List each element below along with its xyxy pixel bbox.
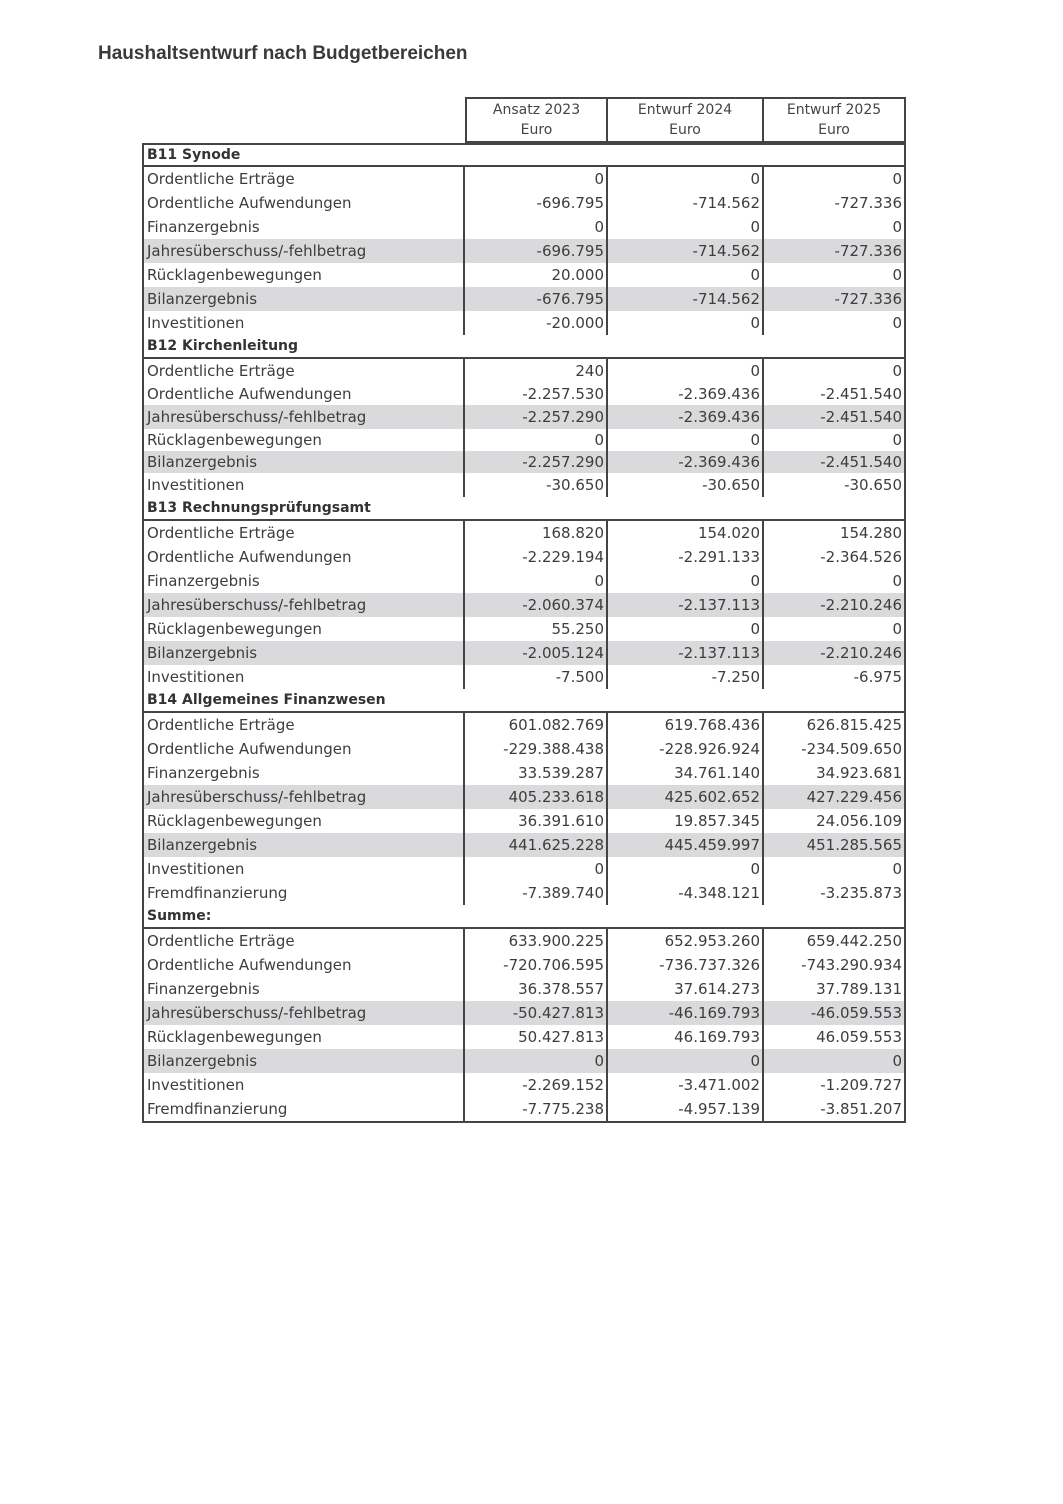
row-label: Bilanzergebnis [144, 287, 465, 311]
section-header: B11 Synode [142, 143, 906, 167]
value-cell: -2.257.290 [465, 451, 608, 473]
row-label: Rücklagenbewegungen [144, 429, 465, 451]
value-cell: -2.451.540 [820, 385, 902, 403]
section-header: B12 Kirchenleitung [142, 335, 906, 359]
value-cell: -50.427.813 [465, 1001, 608, 1025]
value-cell: 0 [892, 620, 902, 638]
table-row [144, 761, 904, 785]
table-row [144, 977, 904, 1001]
value-cell: 0 [892, 431, 902, 449]
row-label: Finanzergebnis [144, 761, 465, 785]
value-cell: -2.369.436 [608, 405, 764, 429]
value-cell: -30.650 [465, 473, 608, 497]
value-cell: 0 [892, 266, 902, 284]
value-cell: -2.210.246 [820, 596, 902, 614]
row-label: Rücklagenbewegungen [144, 809, 465, 833]
value-cell: 168.820 [465, 521, 608, 545]
table-row [144, 737, 904, 761]
value-cell: -2.005.124 [465, 641, 608, 665]
value-cell: -46.059.553 [810, 1004, 902, 1022]
value-cell: 0 [892, 860, 902, 878]
table-row [144, 953, 904, 977]
table-row [144, 929, 904, 953]
value-cell: 154.020 [608, 521, 764, 545]
table-row [144, 713, 904, 737]
header-spacer [142, 97, 465, 143]
value-cell: 50.427.813 [465, 1025, 608, 1049]
value-cell: 441.625.228 [465, 833, 608, 857]
row-label: Jahresüberschuss/-fehlbetrag [144, 593, 465, 617]
table-row [144, 287, 904, 311]
value-cell: 445.459.997 [608, 833, 764, 857]
value-cell: -2.137.113 [608, 593, 764, 617]
table-row [144, 473, 904, 497]
table-row [144, 429, 904, 451]
table-row [144, 359, 904, 383]
value-cell: -234.509.650 [801, 740, 902, 758]
value-cell: 36.391.610 [465, 809, 608, 833]
value-cell: 0 [892, 170, 902, 188]
table-row [144, 405, 904, 429]
budget-table [142, 97, 906, 1123]
value-cell: 0 [892, 362, 902, 380]
value-cell: 34.761.140 [608, 761, 764, 785]
value-cell: 154.280 [839, 524, 902, 542]
value-cell: 55.250 [465, 617, 608, 641]
value-cell: -6.975 [853, 668, 902, 686]
value-cell: -46.169.793 [608, 1001, 764, 1025]
row-label: Jahresüberschuss/-fehlbetrag [144, 239, 465, 263]
row-label: Rücklagenbewegungen [144, 1025, 465, 1049]
value-cell: -3.235.873 [820, 884, 902, 902]
row-label: Ordentliche Erträge [144, 521, 465, 545]
value-cell: -743.290.934 [801, 956, 902, 974]
value-cell: 46.169.793 [608, 1025, 764, 1049]
value-cell: 0 [465, 569, 608, 593]
column-label: Entwurf 2024 [637, 102, 733, 119]
table-row [144, 545, 904, 569]
table-row [144, 833, 904, 857]
row-label: Finanzergebnis [144, 215, 465, 239]
value-cell: -736.737.326 [608, 953, 764, 977]
section-header: Summe: [142, 905, 906, 929]
value-cell: 0 [608, 215, 764, 239]
table-sections [142, 143, 906, 1123]
row-label: Fremdfinanzierung [144, 881, 465, 905]
table-row [144, 311, 904, 335]
value-cell: -20.000 [465, 311, 608, 335]
table-row [144, 167, 904, 191]
row-label: Rücklagenbewegungen [144, 263, 465, 287]
table-row [144, 569, 904, 593]
value-cell: -4.348.121 [608, 881, 764, 905]
value-cell: -7.500 [465, 665, 608, 689]
table-row [144, 857, 904, 881]
value-cell: -7.389.740 [465, 881, 608, 905]
value-cell: 240 [465, 359, 608, 383]
value-cell: -714.562 [608, 287, 764, 311]
value-cell: 0 [608, 1049, 764, 1073]
value-cell: -228.926.924 [608, 737, 764, 761]
value-cell: -2.060.374 [465, 593, 608, 617]
table-row [144, 451, 904, 473]
section-header: B13 Rechnungsprüfungsamt [142, 497, 906, 521]
value-cell: 46.059.553 [816, 1028, 902, 1046]
row-label: Ordentliche Aufwendungen [144, 953, 465, 977]
value-cell: 0 [892, 1052, 902, 1070]
value-cell: 0 [608, 167, 764, 191]
table-row [144, 1049, 904, 1073]
value-cell: 652.953.260 [608, 929, 764, 953]
section-body [142, 713, 906, 905]
value-cell: -696.795 [465, 239, 608, 263]
value-cell: 19.857.345 [608, 809, 764, 833]
table-row [144, 521, 904, 545]
value-cell: -2.269.152 [465, 1073, 608, 1097]
value-cell: -30.650 [608, 473, 764, 497]
section-body [142, 359, 906, 497]
value-cell: -2.257.530 [465, 383, 608, 405]
value-cell: -2.364.526 [820, 548, 902, 566]
value-cell: 0 [608, 429, 764, 451]
column-unit: Euro [818, 121, 850, 138]
value-cell: 0 [608, 857, 764, 881]
table-row [144, 1001, 904, 1025]
row-label: Investitionen [144, 473, 465, 497]
row-label: Rücklagenbewegungen [144, 617, 465, 641]
row-label: Bilanzergebnis [144, 1049, 465, 1073]
value-cell: 619.768.436 [608, 713, 764, 737]
value-cell: 0 [608, 359, 764, 383]
table-row [144, 1025, 904, 1049]
page-title: Haushaltsentwurf nach Budgetbereichen [98, 43, 468, 64]
table-row [144, 881, 904, 905]
row-label: Bilanzergebnis [144, 833, 465, 857]
column-label: Entwurf 2025 [786, 102, 882, 119]
value-cell: -714.562 [608, 191, 764, 215]
table-row [144, 1073, 904, 1097]
section-body [142, 521, 906, 689]
value-cell: -3.851.207 [820, 1100, 902, 1118]
value-cell: -229.388.438 [465, 737, 608, 761]
value-cell: 425.602.652 [608, 785, 764, 809]
value-cell: 0 [465, 167, 608, 191]
value-cell: -2.137.113 [608, 641, 764, 665]
table-row [144, 383, 904, 405]
value-cell: -727.336 [834, 242, 902, 260]
value-cell: 37.614.273 [608, 977, 764, 1001]
value-cell: -2.229.194 [465, 545, 608, 569]
value-cell: 0 [465, 1049, 608, 1073]
value-cell: 0 [608, 263, 764, 287]
row-label: Investitionen [144, 1073, 465, 1097]
value-cell: -696.795 [465, 191, 608, 215]
table-header [142, 97, 906, 143]
table-row [144, 665, 904, 689]
value-cell: -714.562 [608, 239, 764, 263]
table-row [144, 809, 904, 833]
row-label: Bilanzergebnis [144, 641, 465, 665]
value-cell: 626.815.425 [806, 716, 902, 734]
row-label: Fremdfinanzierung [144, 1097, 465, 1121]
value-cell: -676.795 [465, 287, 608, 311]
row-label: Ordentliche Erträge [144, 359, 465, 383]
row-label: Bilanzergebnis [144, 451, 465, 473]
value-cell: -2.369.436 [608, 383, 764, 405]
value-cell: -7.775.238 [465, 1097, 608, 1121]
value-cell: -30.650 [844, 476, 902, 494]
row-label: Finanzergebnis [144, 569, 465, 593]
row-label: Investitionen [144, 311, 465, 335]
value-cell: -3.471.002 [608, 1073, 764, 1097]
value-cell: 0 [892, 314, 902, 332]
value-cell: 427.229.456 [806, 788, 902, 806]
table-row [144, 641, 904, 665]
column-header-entwurf-2025 [764, 97, 906, 143]
row-label: Jahresüberschuss/-fehlbetrag [144, 405, 465, 429]
value-cell: 405.233.618 [465, 785, 608, 809]
column-unit: Euro [669, 121, 701, 138]
row-label: Ordentliche Erträge [144, 929, 465, 953]
row-label: Jahresüberschuss/-fehlbetrag [144, 1001, 465, 1025]
value-cell: -727.336 [834, 290, 902, 308]
value-cell: 36.378.557 [465, 977, 608, 1001]
row-label: Ordentliche Erträge [144, 167, 465, 191]
row-label: Finanzergebnis [144, 977, 465, 1001]
column-unit: Euro [520, 121, 553, 138]
value-cell: -2.291.133 [608, 545, 764, 569]
value-cell: 0 [608, 569, 764, 593]
table-row [144, 191, 904, 215]
value-cell: 633.900.225 [465, 929, 608, 953]
row-label: Investitionen [144, 857, 465, 881]
value-cell: -2.210.246 [820, 644, 902, 662]
value-cell: -4.957.139 [608, 1097, 764, 1121]
value-cell: 24.056.109 [816, 812, 902, 830]
row-label: Ordentliche Aufwendungen [144, 545, 465, 569]
section-header: B14 Allgemeines Finanzwesen [142, 689, 906, 713]
value-cell: -1.209.727 [820, 1076, 902, 1094]
value-cell: 34.923.681 [816, 764, 902, 782]
table-row [144, 239, 904, 263]
row-label: Ordentliche Aufwendungen [144, 737, 465, 761]
column-header-ansatz-2023 [465, 97, 608, 143]
value-cell: 37.789.131 [816, 980, 902, 998]
table-row [144, 617, 904, 641]
row-label: Investitionen [144, 665, 465, 689]
column-header-entwurf-2024 [608, 97, 764, 143]
value-cell: -727.336 [834, 194, 902, 212]
row-label: Ordentliche Erträge [144, 713, 465, 737]
value-cell: 0 [892, 218, 902, 236]
value-cell: 0 [465, 429, 608, 451]
section-body [142, 167, 906, 335]
value-cell: 33.539.287 [465, 761, 608, 785]
value-cell: -2.451.540 [820, 408, 902, 426]
value-cell: 601.082.769 [465, 713, 608, 737]
value-cell: -7.250 [608, 665, 764, 689]
table-row [144, 215, 904, 239]
value-cell: 659.442.250 [806, 932, 902, 950]
value-cell: 0 [465, 215, 608, 239]
row-label: Ordentliche Aufwendungen [144, 191, 465, 215]
value-cell: -2.369.436 [608, 451, 764, 473]
column-label: Ansatz 2023 [492, 102, 581, 119]
value-cell: 451.285.565 [806, 836, 902, 854]
value-cell: 0 [465, 857, 608, 881]
row-label: Ordentliche Aufwendungen [144, 383, 465, 405]
table-row [144, 785, 904, 809]
table-row [144, 593, 904, 617]
value-cell: -2.257.290 [465, 405, 608, 429]
section-body [142, 929, 906, 1123]
value-cell: 20.000 [465, 263, 608, 287]
value-cell: -2.451.540 [820, 453, 902, 471]
value-cell: 0 [608, 311, 764, 335]
table-row [144, 263, 904, 287]
value-cell: 0 [892, 572, 902, 590]
table-row [144, 1097, 904, 1121]
value-cell: 0 [608, 617, 764, 641]
value-cell: -720.706.595 [465, 953, 608, 977]
row-label: Jahresüberschuss/-fehlbetrag [144, 785, 465, 809]
